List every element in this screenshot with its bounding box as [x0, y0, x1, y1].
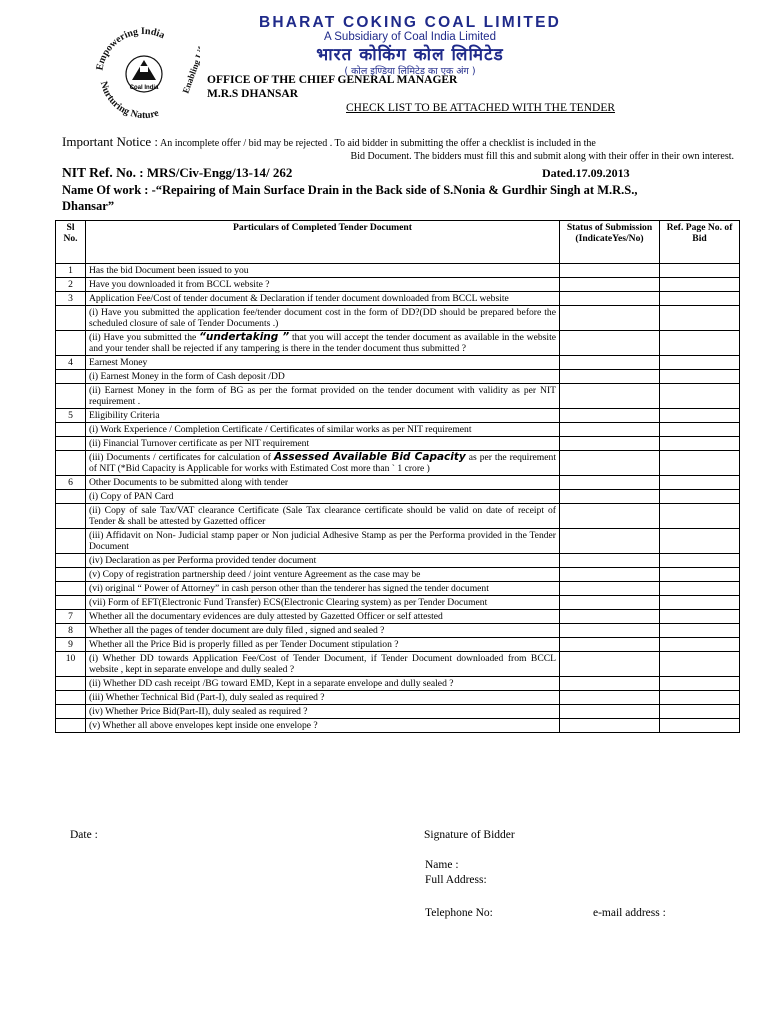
row-sl — [56, 384, 86, 409]
table-row — [56, 423, 740, 437]
row-sl: 3 — [56, 292, 86, 306]
row-sl — [56, 490, 86, 504]
row-particulars: Whether all the pages of tender document are duly filed , signed and sealed ? — [86, 624, 560, 638]
table-row — [56, 582, 740, 596]
row-status-cell[interactable] — [560, 490, 660, 504]
row-particulars: Application Fee/Cost of tender document & Declaration if tender document downloaded from BCCL website — [86, 292, 560, 306]
logo-center-text: Coal India — [129, 85, 159, 91]
row-status-cell[interactable] — [560, 306, 660, 331]
row-sl — [56, 306, 86, 331]
row-particulars: Other Documents to be submitted along with tender — [86, 476, 560, 490]
row-ref-cell[interactable] — [660, 624, 740, 638]
row-status-cell[interactable] — [560, 529, 660, 554]
row-particulars: (i) Work Experience / Completion Certificate / Certificates of similar works as per NIT requirement — [86, 423, 560, 437]
row-text-highlight: “undertaking ” — [199, 331, 290, 343]
table-row — [56, 306, 740, 331]
work-value-cont: Dhansar” — [62, 199, 115, 213]
subsidiary-en: A Subsidiary of Coal India Limited — [324, 31, 496, 43]
row-ref-cell[interactable] — [660, 610, 740, 624]
row-particulars: (ii) Financial Turnover certificate as per NIT requirement — [86, 437, 560, 451]
table-row — [56, 624, 740, 638]
row-sl: 8 — [56, 624, 86, 638]
row-sl — [56, 596, 86, 610]
row-particulars: Eligibility Criteria — [86, 409, 560, 423]
header-ref: Ref. Page No. of Bid — [660, 221, 740, 264]
table-row — [56, 490, 740, 504]
row-particulars: Whether all the Price Bid is properly filled as per Tender Document stipulation ? — [86, 638, 560, 652]
table-row — [56, 638, 740, 652]
row-particulars: (v) Copy of registration partnership deed / joint venture Agreement as the case may be — [86, 568, 560, 582]
table-row — [56, 331, 740, 356]
table-row — [56, 610, 740, 624]
signature-label: Signature of Bidder — [424, 829, 515, 841]
row-ref-cell[interactable] — [660, 278, 740, 292]
office-line1: OFFICE OF THE CHIEF GENERAL MANAGER — [207, 74, 458, 86]
row-text-pre: (iii) Documents / certificates for calculation of — [89, 452, 274, 463]
row-text-highlight: Assessed Available Bid Capacity — [273, 451, 466, 463]
row-particulars: Whether all the documentary evidences are duly attested by Gazetted Officer or self attested — [86, 610, 560, 624]
company-name-hi: भारत कोकिंग कोल लिमिटेड — [316, 45, 504, 65]
row-ref-cell[interactable] — [660, 554, 740, 568]
nit-value: : MRS/Civ-Engg/13-14/ 262 — [136, 165, 293, 180]
row-ref-cell[interactable] — [660, 705, 740, 719]
row-particulars: (iii) Whether Technical Bid (Part-I), duly sealed as required ? — [86, 691, 560, 705]
row-ref-cell[interactable] — [660, 677, 740, 691]
row-particulars: (v) Whether all above envelopes kept inside one envelope ? — [86, 719, 560, 733]
row-particulars: Earnest Money — [86, 356, 560, 370]
row-sl — [56, 423, 86, 437]
row-particulars: (i) Whether DD towards Application Fee/Cost of Tender Document, if Tender Document downloaded from BCCL website , kept in separate envelope and dully sealed ? — [86, 652, 560, 677]
table-row — [56, 504, 740, 529]
row-sl — [56, 504, 86, 529]
row-ref-cell[interactable] — [660, 451, 740, 476]
row-sl: 9 — [56, 638, 86, 652]
row-status-cell[interactable] — [560, 610, 660, 624]
row-status-cell[interactable] — [560, 582, 660, 596]
row-status-cell[interactable] — [560, 437, 660, 451]
checklist-title: CHECK LIST TO BE ATTACHED WITH THE TENDER — [346, 102, 616, 114]
date-label: Date : — [70, 829, 98, 841]
row-ref-cell[interactable] — [660, 652, 740, 677]
row-sl — [56, 331, 86, 356]
header-sl: Sl No. — [56, 221, 86, 264]
table-row — [56, 705, 740, 719]
row-sl: 2 — [56, 278, 86, 292]
row-status-cell[interactable] — [560, 705, 660, 719]
row-particulars — [86, 331, 560, 356]
company-name-en: BHARAT COKING COAL LIMITED — [258, 14, 562, 31]
row-sl — [56, 529, 86, 554]
row-ref-cell[interactable] — [660, 306, 740, 331]
row-status-cell[interactable] — [560, 691, 660, 705]
table-row — [56, 356, 740, 370]
row-ref-cell[interactable] — [660, 331, 740, 356]
row-status-cell[interactable] — [560, 384, 660, 409]
table-row — [56, 596, 740, 610]
row-particulars: (ii) Copy of sale Tax/VAT clearance Certificate (Sale Tax clearance certificate should be valid on date of receipt of Tender & shall be attested by Gazetted officer — [86, 504, 560, 529]
table-row — [56, 409, 740, 423]
row-status-cell[interactable] — [560, 331, 660, 356]
row-sl — [56, 370, 86, 384]
row-particulars: Has the bid Document been issued to you — [86, 264, 560, 278]
logo-arc-bottom: Nurturing Nature — [97, 80, 161, 120]
row-ref-cell[interactable] — [660, 596, 740, 610]
email-label: e-mail address : — [593, 907, 666, 919]
row-ref-cell[interactable] — [660, 356, 740, 370]
table-row — [56, 292, 740, 306]
table-row — [56, 264, 740, 278]
row-status-cell[interactable] — [560, 554, 660, 568]
row-particulars: (vii) Form of EFT(Electronic Fund Transfer) ECS(Electronic Clearing system) as per Tender Document — [86, 596, 560, 610]
row-sl — [56, 437, 86, 451]
row-particulars: (i) Have you submitted the application fee/tender document cost in the form of DD?(DD should be prepared before the scheduled closure of sale of Tender Documents .) — [86, 306, 560, 331]
row-status-cell[interactable] — [560, 624, 660, 638]
row-status-cell[interactable] — [560, 423, 660, 437]
office-line2: M.R.S DHANSAR — [207, 88, 299, 100]
row-particulars: (i) Copy of PAN Card — [86, 490, 560, 504]
row-particulars: (ii) Whether DD cash receipt /BG toward EMD, Kept in a separate envelope and dully sealed ? — [86, 677, 560, 691]
nit-reference — [62, 165, 742, 181]
row-text-post: that you will accept the tender document as available in the website and your tender shall be rejected if any tampering is there in the tender document thus submitted ? — [89, 332, 556, 354]
row-status-cell[interactable] — [560, 504, 660, 529]
row-ref-cell[interactable] — [660, 370, 740, 384]
nit-date: Dated.17.09.2013 — [542, 166, 630, 180]
row-ref-cell[interactable] — [660, 384, 740, 409]
company-logo — [88, 20, 200, 120]
subsidiary-hi: ( कोल इण्डिया लिमिटेड का एक अंग ) — [344, 66, 476, 77]
row-ref-cell[interactable] — [660, 568, 740, 582]
row-sl — [56, 691, 86, 705]
row-status-cell[interactable] — [560, 719, 660, 733]
header-status: Status of Submission (IndicateYes/No) — [560, 221, 660, 264]
row-status-cell[interactable] — [560, 264, 660, 278]
table-row — [56, 437, 740, 451]
row-status-cell[interactable] — [560, 568, 660, 582]
row-sl: 1 — [56, 264, 86, 278]
table-row — [56, 652, 740, 677]
row-ref-cell[interactable] — [660, 490, 740, 504]
row-ref-cell[interactable] — [660, 292, 740, 306]
table-row — [56, 278, 740, 292]
row-particulars: Have you downloaded it from BCCL website ? — [86, 278, 560, 292]
table-row — [56, 691, 740, 705]
notice-text2: Bid Document. The bidders must fill this and submit along with their offer in their own interest. — [350, 151, 734, 162]
table-header-row — [56, 221, 740, 264]
checklist-table — [55, 220, 740, 733]
name-of-work — [62, 182, 742, 214]
notice-label: Important Notice : — [62, 134, 159, 149]
row-status-cell[interactable] — [560, 278, 660, 292]
row-sl — [56, 582, 86, 596]
row-ref-cell[interactable] — [660, 529, 740, 554]
row-particulars: (iv) Declaration as per Performa provided tender document — [86, 554, 560, 568]
row-sl — [56, 677, 86, 691]
row-status-cell[interactable] — [560, 370, 660, 384]
row-sl — [56, 451, 86, 476]
row-particulars: (i) Earnest Money in the form of Cash deposit /DD — [86, 370, 560, 384]
table-row — [56, 451, 740, 476]
notice-text1: An incomplete offer / bid may be rejected . To aid bidder in submitting the offer a checklist is included in the — [158, 138, 596, 149]
row-ref-cell[interactable] — [660, 582, 740, 596]
row-sl: 10 — [56, 652, 86, 677]
row-sl — [56, 554, 86, 568]
row-sl — [56, 705, 86, 719]
table-row — [56, 719, 740, 733]
row-sl: 7 — [56, 610, 86, 624]
row-status-cell[interactable] — [560, 476, 660, 490]
row-status-cell[interactable] — [560, 677, 660, 691]
work-value: : -“Repairing of Main Surface Drain in the Back side of S.Nonia & Gurdhir Singh at M.R.S., — [141, 183, 638, 197]
row-particulars: (iii) Affidavit on Non- Judicial stamp paper or Non judicial Adhesive Stamp as per the Performa provided in the Tender Document — [86, 529, 560, 554]
row-ref-cell[interactable] — [660, 719, 740, 733]
row-status-cell[interactable] — [560, 451, 660, 476]
table-row — [56, 384, 740, 409]
office-address — [207, 73, 457, 101]
table-row — [56, 568, 740, 582]
logo-arc-top: Empowering India — [94, 25, 167, 72]
row-ref-cell[interactable] — [660, 638, 740, 652]
row-text-pre: (ii) Have you submitted the — [89, 332, 200, 343]
row-sl: 4 — [56, 356, 86, 370]
row-ref-cell[interactable] — [660, 264, 740, 278]
table-row — [56, 529, 740, 554]
row-sl — [56, 568, 86, 582]
row-status-cell[interactable] — [560, 638, 660, 652]
row-sl: 5 — [56, 409, 86, 423]
company-heading — [210, 14, 610, 78]
row-text-post: as per the requirement of NIT (*Bid Capacity is Applicable for works with Estimated Cost more than ` 1 crore ) — [89, 452, 556, 474]
important-notice — [62, 135, 738, 163]
row-ref-cell[interactable] — [660, 423, 740, 437]
row-sl — [56, 719, 86, 733]
phone-label: Telephone No: — [425, 907, 493, 919]
row-status-cell[interactable] — [560, 292, 660, 306]
checklist-body — [56, 264, 740, 733]
row-ref-cell[interactable] — [660, 476, 740, 490]
row-ref-cell[interactable] — [660, 409, 740, 423]
row-status-cell[interactable] — [560, 409, 660, 423]
address-label: Full Address: — [425, 874, 487, 886]
row-particulars: (iv) Whether Price Bid(Part-II), duly sealed as required ? — [86, 705, 560, 719]
header-particulars: Particulars of Completed Tender Document — [86, 221, 560, 264]
row-ref-cell[interactable] — [660, 437, 740, 451]
table-row — [56, 370, 740, 384]
nit-label: NIT Ref. No. — [62, 165, 136, 180]
row-status-cell[interactable] — [560, 596, 660, 610]
name-label: Name : — [425, 859, 459, 871]
work-label: Name Of work — [62, 183, 142, 197]
row-particulars: (vi) original “ Power of Attorney” in cash person other than the tenderer has signed the tender document — [86, 582, 560, 596]
logo-arc-right: Enabling Life — [180, 41, 200, 95]
row-ref-cell[interactable] — [660, 691, 740, 705]
table-row — [56, 677, 740, 691]
row-status-cell[interactable] — [560, 652, 660, 677]
row-particulars: (ii) Earnest Money in the form of BG as per the format provided on the tender document with validity as per NIT requirement . — [86, 384, 560, 409]
row-particulars — [86, 451, 560, 476]
row-ref-cell[interactable] — [660, 504, 740, 529]
row-status-cell[interactable] — [560, 356, 660, 370]
table-row — [56, 476, 740, 490]
table-row — [56, 554, 740, 568]
row-sl: 6 — [56, 476, 86, 490]
